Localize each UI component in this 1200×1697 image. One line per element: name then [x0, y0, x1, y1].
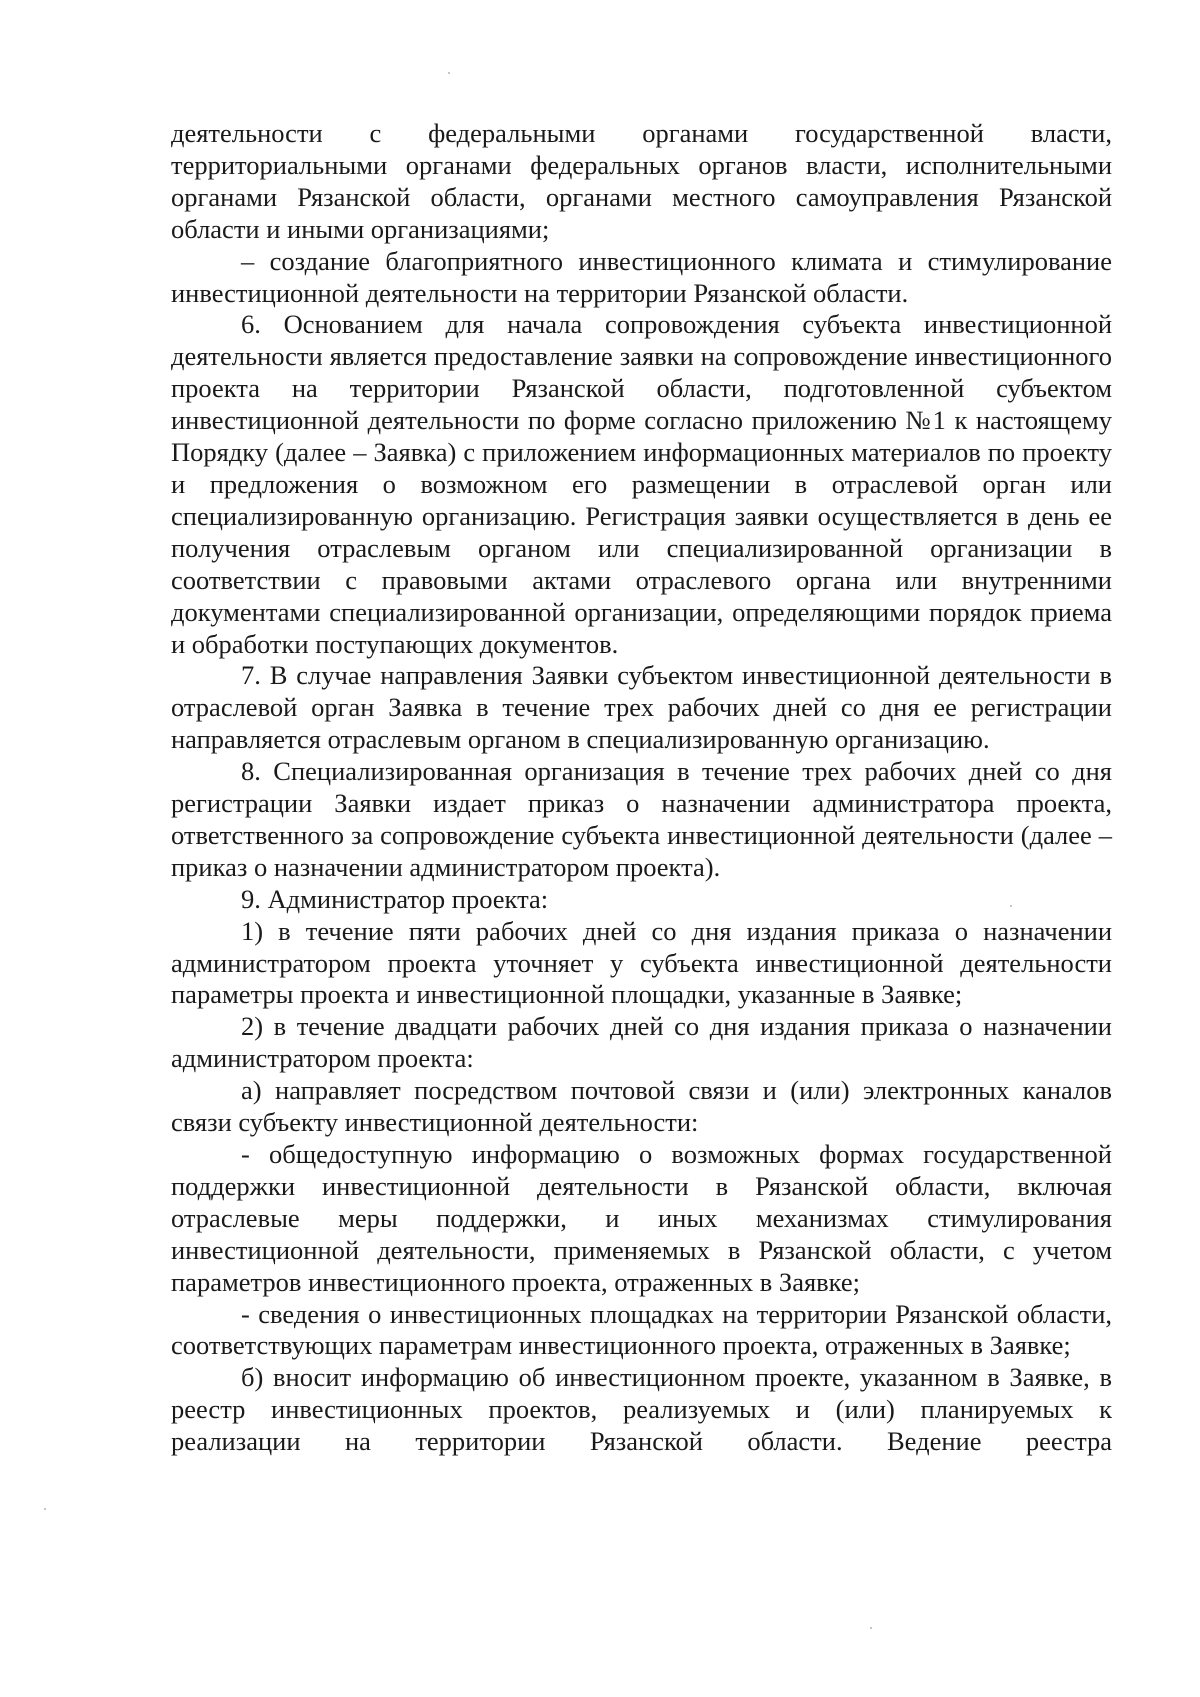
- paragraph-9: 9. Администратор проекта:: [241, 883, 549, 914]
- paragraph-9-2: 2) в течение двадцати рабочих дней со дня издания приказа о назначении администратором проекта:: [171, 1011, 1112, 1074]
- scan-speck: [44, 1508, 46, 1510]
- paragraph-sites-info: - сведения о инвестиционных площадках на территории Рязанской области, соответствующих параметрам инвестиционного проекта, отраженных в Заявке;: [171, 1298, 1112, 1361]
- paragraph-continuation: деятельности с федеральными органами государственной власти, территориальными органами федеральных органов власти, исполнительными органами Рязанской области, органами местного самоуправления Рязанской области и иными организациями;: [171, 118, 1112, 244]
- scan-speck: [870, 1627, 872, 1629]
- scan-speck: [448, 72, 450, 74]
- paragraph-9-2-b: б) вносит информацию об инвестиционном проекте, указанном в Заявке, в реестр инвестиционных проектов, реализуемых и (или) планируемых к реализации на территории Рязанской области. Ведение реестра: [171, 1362, 1112, 1457]
- paragraph-8: 8. Специализированная организация в течение трех рабочих дней со дня регистрации Заявки издает приказ о назначении администратора проекта, ответственного за сопровождение субъекта инвестиционной деятельности (далее – приказ о назначении администратором проекта).: [171, 756, 1112, 882]
- paragraph-investment-climate: – создание благоприятного инвестиционного климата и стимулирование инвестиционной деятельности на территории Рязанской области.: [171, 245, 1112, 308]
- paragraph-support-info: - общедоступную информацию о возможных формах государственной поддержки инвестиционной деятельности в Рязанской области, включая отраслевые меры поддержки, и иных механизмах стимулирования инвестиционной деятельности, применяемых в Рязанской области, с учетом параметров инвестиционного проекта, отраженных в Заявке;: [171, 1139, 1112, 1297]
- paragraph-6: 6. Основанием для начала сопровождения субъекта инвестиционной деятельности является предоставление заявки на сопровождение инвестиционного проекта на территории Рязанской области, подготовленной субъектом инвестиционной деятельности по форме согласно приложению №1 к настоящему Порядку (далее – Заявка) с приложением информационных материалов по проекту и предложения о возможном его размещении в отраслевой орган или специализированную организацию. Регистрация заявки осуществляется в день ее получения отраслевым органом или специализированной организации в соответствии с правовыми актами отраслевого органа или внутренними документами специализированной организации, определяющими порядок приема и обработки поступающих документов.: [171, 309, 1112, 659]
- paragraph-7: 7. В случае направления Заявки субъектом инвестиционной деятельности в отраслевой орган Заявка в течение трех рабочих дней со дня ее регистрации направляется отраслевым органом в специализированную организацию.: [171, 660, 1112, 755]
- paragraph-9-1: 1) в течение пяти рабочих дней со дня издания приказа о назначении администратором проекта уточняет у субъекта инвестиционной деятельности параметры проекта и инвестиционной площадки, указанные в Заявке;: [171, 915, 1112, 1010]
- paragraph-9-2-a: а) направляет посредством почтовой связи и (или) электронных каналов связи субъекту инвестиционной деятельности:: [171, 1075, 1112, 1138]
- document-body: [171, 118, 1112, 1458]
